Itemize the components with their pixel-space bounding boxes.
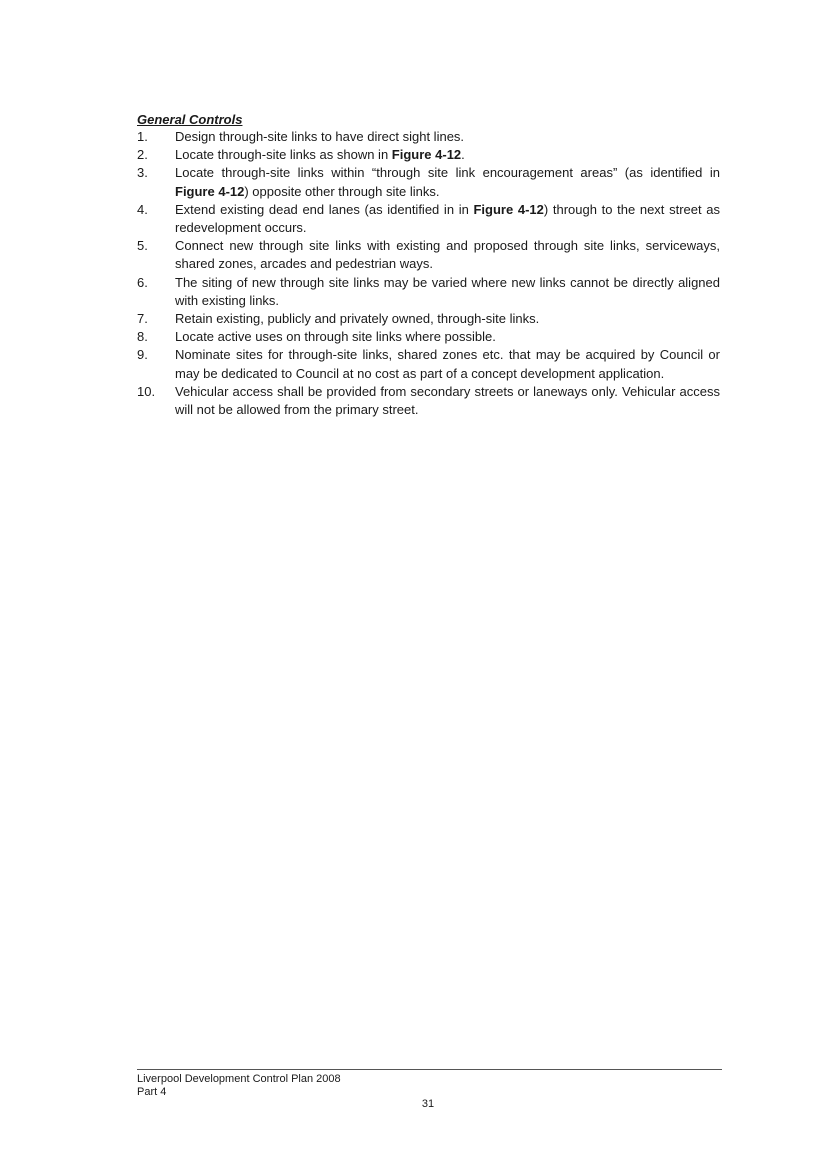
control-text-segment: ) opposite other through site links. <box>244 183 440 199</box>
control-item-text <box>175 128 720 146</box>
control-item-number: 3. <box>137 165 148 181</box>
control-item-number: 6. <box>137 274 148 290</box>
footer <box>137 1073 341 1099</box>
control-text-segment: Vehicular access shall be provided from secondary streets or laneways only. Vehicular access will not be allowed from the primary street. <box>175 383 720 418</box>
control-item <box>137 237 720 273</box>
control-text-segment: Locate through-site links within “through site link encouragement areas” (as identified in <box>175 165 720 181</box>
control-item-text <box>175 383 720 419</box>
control-item-text <box>175 237 720 273</box>
figure-reference: Figure 4-12 <box>391 147 462 163</box>
control-text-segment: . <box>461 147 465 163</box>
control-item <box>137 328 720 346</box>
control-text-segment: Design through-site links to have direct sight lines. <box>175 129 465 144</box>
section-heading: General Controls <box>137 112 243 127</box>
control-item-number: 2. <box>137 147 148 163</box>
control-item <box>137 164 720 200</box>
control-item-text <box>175 274 720 310</box>
control-item <box>137 346 720 382</box>
control-item-number: 9. <box>137 347 148 363</box>
control-item-number: 4. <box>137 201 148 217</box>
control-text-segment: Locate active uses on through site links where possible. <box>175 329 496 345</box>
control-text-segment: Retain existing, publicly and privately owned, through-site links. <box>175 311 540 327</box>
control-item-number: 5. <box>137 238 148 254</box>
control-item-number: 1. <box>137 129 148 144</box>
control-item-text <box>175 201 720 237</box>
control-text-segment: The siting of new through site links may be varied where new links cannot be directly aligned with existing links. <box>175 274 720 308</box>
footer-part-label: Part 4 <box>137 1086 167 1098</box>
control-text-segment: ) through to the next street as redevelopment occurs. <box>175 201 720 236</box>
control-item <box>137 274 720 310</box>
control-text-segment: Locate through-site links as shown in <box>175 147 392 163</box>
control-item <box>137 201 720 237</box>
control-item <box>137 128 720 146</box>
control-item-text <box>175 328 720 346</box>
control-text-segment: Extend existing dead end lanes (as identified in in <box>175 201 474 217</box>
footer-document-title: Liverpool Development Control Plan 2008 <box>137 1073 341 1085</box>
page-content <box>137 111 720 419</box>
control-text-segment: Nominate sites for through-site links, shared zones etc. that may be acquired by Council or may be dedicated to Council at no cost as part of a concept development application. <box>175 347 720 381</box>
control-item-number: 7. <box>137 311 148 327</box>
page-number: 31 <box>421 1098 435 1110</box>
general-controls-list <box>137 128 720 419</box>
control-item-text <box>175 146 720 164</box>
control-item <box>137 146 720 164</box>
control-item-text <box>175 346 720 382</box>
control-item <box>137 310 720 328</box>
figure-reference: Figure 4-12 <box>175 183 245 199</box>
control-text-segment: Connect new through site links with existing and proposed through site links, serviceways, shared zones, arcades and pedestrian ways. <box>175 238 720 272</box>
control-item-number: 8. <box>137 329 148 345</box>
control-item-number: 10. <box>137 383 156 399</box>
control-item <box>137 383 720 419</box>
figure-reference: Figure 4-12 <box>473 201 544 217</box>
control-item-text <box>175 164 720 200</box>
control-item-text <box>175 310 720 328</box>
footer-divider <box>137 1069 722 1070</box>
